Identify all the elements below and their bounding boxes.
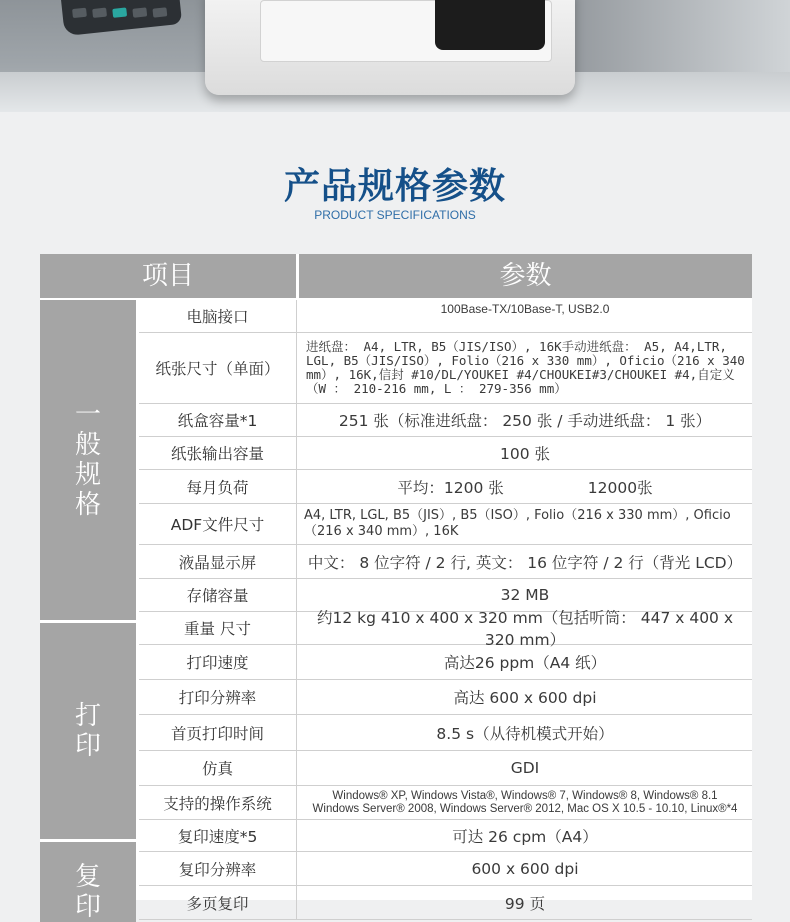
table-row bbox=[139, 333, 752, 404]
row-value: GDI bbox=[510, 759, 540, 777]
row-label: 纸盒容量*1 bbox=[139, 404, 297, 436]
category-copy bbox=[40, 842, 136, 922]
row-label: 复印分辨率 bbox=[139, 852, 297, 885]
row-label: 复印速度*5 bbox=[139, 820, 297, 851]
row-label: 仿真 bbox=[139, 751, 297, 785]
row-value bbox=[298, 786, 752, 819]
table-row bbox=[139, 300, 752, 333]
category-label: 一般规格 bbox=[74, 400, 101, 520]
row-value: 可达 26 cpm（A4） bbox=[452, 827, 598, 846]
category-label: 打印 bbox=[74, 701, 101, 761]
table-row bbox=[139, 786, 752, 820]
monthly-max: 12000张 bbox=[587, 478, 653, 497]
row-value: 251 张（标准进纸盘： 250 张 / 手动进纸盘： 1 张） bbox=[338, 412, 712, 430]
calculator-image bbox=[60, 0, 182, 36]
section-subtitle: PRODUCT SPECIFICATIONS bbox=[314, 208, 476, 222]
row-value: 99 页 bbox=[504, 894, 546, 913]
row-value: 100Base-TX/10Base-T, USB2.0 bbox=[440, 302, 610, 316]
category-label: 复印 bbox=[74, 862, 101, 922]
row-label: 每月负荷 bbox=[139, 470, 297, 503]
spec-table bbox=[40, 254, 752, 922]
row-value: 进纸盘： A4, LTR, B5（JIS/ISO）, 16K手动进纸盘： A5, A4,LTR, LGL, B5（JIS/ISO）, Folio（216 x 330 mm）, Oficio（216 x 340 mm）, 16K,信封 #10/DL/YOUKEI #4/CHOUKEI#3/CHOUKEI #4,自定义（W ： 210-216 mm, L ： 279-356 mm） bbox=[306, 339, 745, 396]
row-label: 打印速度 bbox=[139, 645, 297, 679]
row-value: 600 x 600 dpi bbox=[471, 859, 579, 878]
row-value bbox=[298, 470, 752, 503]
table-row bbox=[139, 645, 752, 680]
category-print bbox=[40, 623, 136, 839]
row-value: A4, LTR, LGL, B5（JIS）, B5（ISO）, Folio（216 x 330 mm）, Oficio（216 x 340 mm）, 16K bbox=[304, 508, 731, 539]
product-photo bbox=[0, 0, 790, 112]
row-label: 打印分辨率 bbox=[139, 680, 297, 714]
row-label: 多页复印 bbox=[139, 886, 297, 919]
table-row bbox=[139, 680, 752, 715]
table-header bbox=[40, 254, 752, 298]
row-value: 高达26 ppm（A4 纸） bbox=[443, 654, 607, 672]
os-line-2: Windows Server® 2008, Windows Server® 2012, Mac OS X 10.5 - 10.10, Linux®*4 bbox=[312, 802, 738, 815]
category-general bbox=[40, 300, 136, 620]
row-value: 中文： 8 位字符 / 2 行, 英文： 16 位字符 / 2 行（背光 LCD） bbox=[307, 553, 743, 572]
table-row bbox=[139, 751, 752, 786]
table-row bbox=[139, 852, 752, 886]
printer-panel bbox=[435, 0, 545, 50]
row-value: 8.5 s（从待机模式开始） bbox=[436, 724, 614, 743]
printer-image bbox=[205, 0, 575, 95]
row-label: ADF文件尺寸 bbox=[139, 504, 297, 544]
row-label: 液晶显示屏 bbox=[139, 545, 297, 578]
row-label: 重量 尺寸 bbox=[139, 612, 297, 644]
row-label: 纸张输出容量 bbox=[139, 437, 297, 469]
table-row bbox=[139, 715, 752, 751]
row-label: 纸张尺寸（单面） bbox=[139, 333, 297, 403]
table-row bbox=[139, 820, 752, 852]
row-label: 首页打印时间 bbox=[139, 715, 297, 750]
table-row bbox=[139, 886, 752, 920]
header-item: 项目 bbox=[40, 254, 296, 298]
row-value: 约12 kg 410 x 400 x 320 mm（包括听筒： 447 x 400 x 320 mm） bbox=[316, 609, 734, 649]
row-value: 100 张 bbox=[499, 445, 550, 463]
table-row bbox=[139, 437, 752, 470]
row-label: 电脑接口 bbox=[139, 300, 297, 332]
table-row bbox=[139, 404, 752, 437]
table-row bbox=[139, 609, 752, 649]
table-row bbox=[139, 545, 752, 579]
row-label: 存储容量 bbox=[139, 579, 297, 611]
row-value: 高达 600 x 600 dpi bbox=[453, 689, 597, 707]
os-line-1: Windows® XP, Windows Vista®, Windows® 7, Windows® 8, Windows® 8.1 bbox=[332, 789, 718, 802]
row-label: 支持的操作系统 bbox=[139, 786, 297, 819]
monthly-average: 平均：1200 张 bbox=[397, 478, 504, 497]
table-row bbox=[139, 470, 752, 504]
section-title: 产品规格参数 bbox=[283, 166, 506, 207]
table-row bbox=[139, 504, 752, 545]
header-param: 参数 bbox=[299, 254, 752, 298]
row-value: 32 MB bbox=[500, 586, 550, 604]
